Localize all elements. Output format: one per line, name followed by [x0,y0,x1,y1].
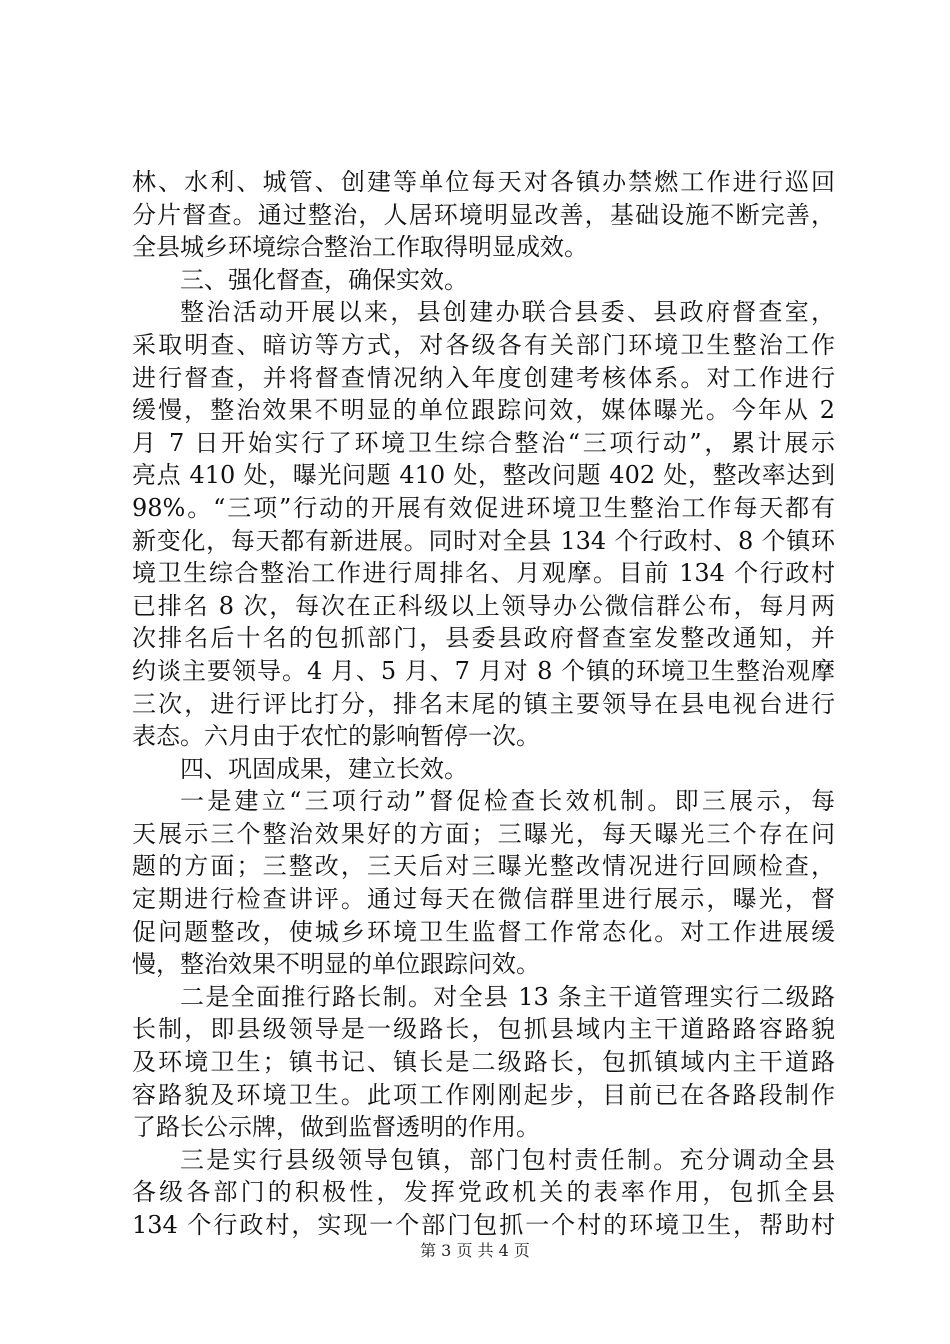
text-line: 慢，整治效果不明显的单位跟踪问效。 [132,950,540,979]
text-line: 长制，即县级领导是一级路长，包抓县域内主干道路路容路貌 [132,1015,835,1044]
text-line: 表态。六月由于农忙的影响暂停一次。 [132,722,540,751]
text-line: 分片督查。通过整治，人居环境明显改善，基础设施不断完善， [132,200,835,229]
text-line: 题的方面；三整改，三天后对三曝光整改情况进行回顾检查， [132,852,835,881]
text-line: 一是建立“三项行动”督促检查长效机制。即三展示，每 [180,787,835,816]
text-line: 月 7 日开始实行了环境卫生综合整治“三项行动”，累计展示 [132,428,835,457]
text-line: 及环境卫生；镇书记、镇长是二级路长，包抓镇域内主干道路 [132,1048,835,1077]
text-line: 已排名 8 次，每次在正科级以上领导办公微信群公布，每月两 [132,591,835,620]
text-line: 了路长公示牌，做到监督透明的作用。 [132,1113,540,1142]
text-line: 林、水利、城管、创建等单位每天对各镇办禁燃工作进行巡回 [132,168,835,196]
text-line: 整治活动开展以来，县创建办联合县委、县政府督查室， [180,298,835,327]
text-line: 各级各部门的积极性，发挥党政机关的表率作用，包抓全县 [132,1178,835,1207]
text-line: 四、巩固成果，建立长效。 [180,754,468,783]
text-line: 98%。“三项”行动的开展有效促进环境卫生整治工作每天都有 [132,493,835,522]
text-line: 亮点 410 处，曝光问题 410 处，整改问题 402 处，整改率达到 [132,461,835,490]
page-footer: 第 3 页 共 4 页 [420,1241,530,1260]
text-line: 促问题整改，使城乡环境卫生监督工作常态化。对工作进展缓 [132,917,835,946]
text-line: 全县城乡环境综合整治工作取得明显成效。 [132,233,588,262]
text-line: 采取明查、暗访等方式，对各级各有关部门环境卫生整治工作 [132,330,835,359]
text-line: 三是实行县级领导包镇，部门包村责任制。充分调动全县 [180,1145,835,1174]
text-line: 次排名后十名的包抓部门，县委县政府督查室发整改通知，并 [132,624,835,653]
document-body [132,166,835,1242]
text-line: 三、强化督查，确保实效。 [180,265,468,294]
text-line: 134 个行政村，实现一个部门包抓一个村的环境卫生，帮助村 [132,1211,835,1239]
text-line: 进行督查，并将督查情况纳入年度创建考核体系。对工作进行 [132,363,835,392]
text-line: 二是全面推行路长制。对全县 13 条主干道管理实行二级路 [180,982,835,1011]
text-line: 缓慢，整治效果不明显的单位跟踪问效，媒体曝光。今年从 2 [132,396,835,425]
text-line: 容路貌及环境卫生。此项工作刚刚起步，目前已在各路段制作 [132,1080,835,1109]
text-line: 天展示三个整治效果好的方面；三曝光，每天曝光三个存在问 [132,819,835,848]
text-line: 新变化，每天都有新进展。同时对全县 134 个行政村、8 个镇环 [132,526,835,555]
text-line: 境卫生综合整治工作进行周排名、月观摩。目前 134 个行政村 [132,559,835,588]
text-line: 定期进行检查讲评。通过每天在微信群里进行展示，曝光，督 [132,885,835,914]
text-line: 三次，进行评比打分，排名末尾的镇主要领导在县电视台进行 [132,689,835,718]
text-line: 约谈主要领导。4 月、5 月、7 月对 8 个镇的环境卫生整治观摩 [132,656,835,685]
